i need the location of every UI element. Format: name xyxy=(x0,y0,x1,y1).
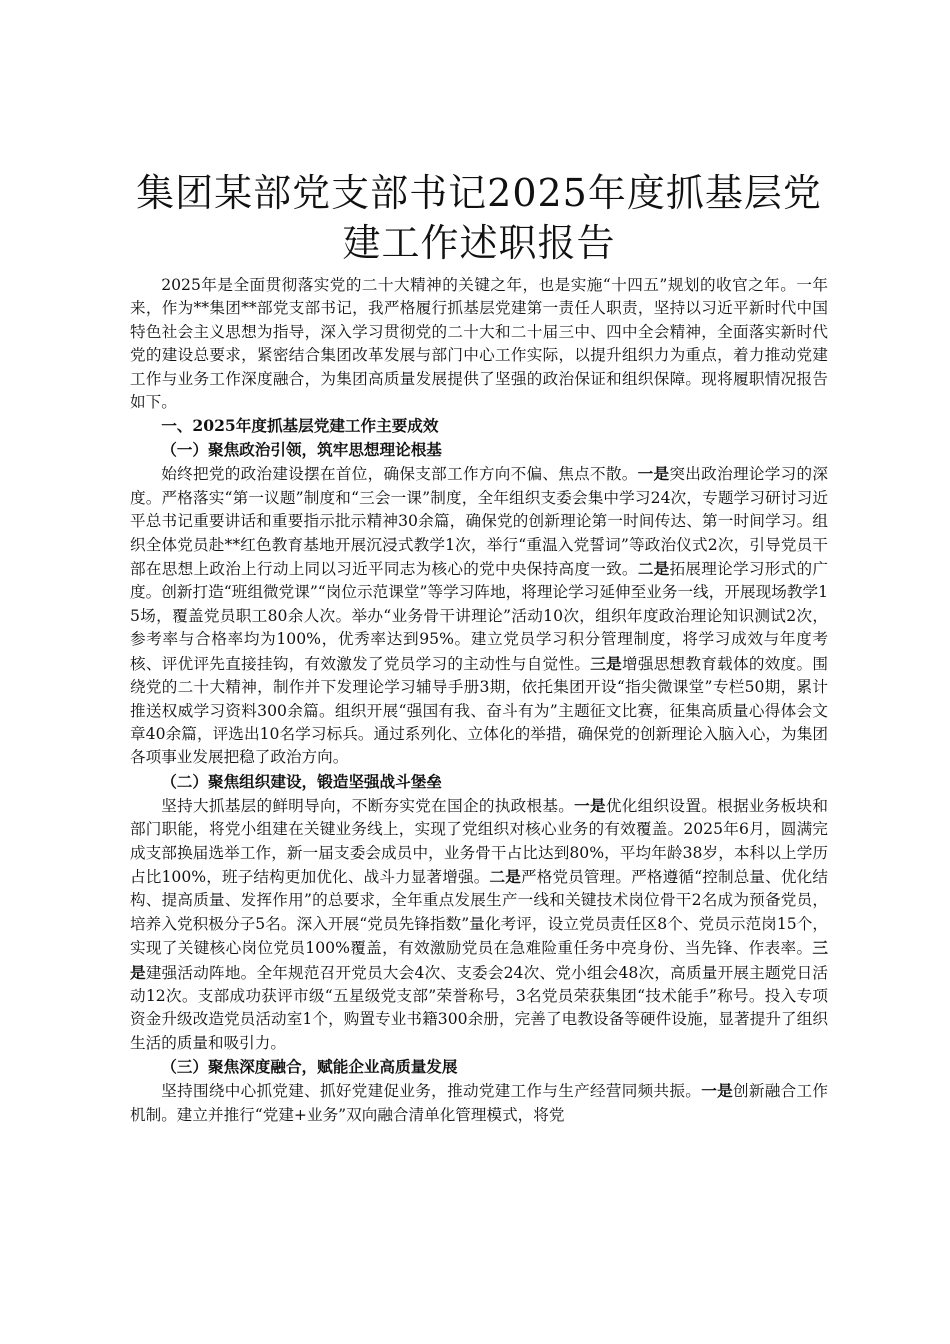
keyword-first: 一是 xyxy=(637,464,670,484)
keyword-second: 二是 xyxy=(489,866,521,886)
text-run: 突出政治理论学习的深度。严格落实“第一议题”制度和“三会一课”制度，全年组织支委会集中学习24次，专题学习研讨习近平总书记重要讲话和重要指示批示精神30余篇，确保党的创新理论第一时间传达、第一时间学习。组织全体党员赴**红色教育基地开展沉浸式教学1次，举行“重温入党誓词”等政治仪式2次，引导党员干部在思想上政治上行动上同以习近平同志为核心的党中央保持高度一致。 xyxy=(130,465,828,579)
section-heading-1: 一、2025年度抓基层党建工作主要成效 xyxy=(161,416,439,436)
keyword-third: 三是 xyxy=(590,653,622,673)
intro-paragraph: 2025年是全面贯彻落实党的二十大精神的关键之年，也是实施“十四五”规划的收官之年。一年来，作为**集团**部党支部书记，我严格履行抓基层党建第一责任人职责，坚持以习近平新时代中国特色社会主义思想为指导，深入学习贯彻党的二十大和二十届三中、四中全会精神，全面落实新时代党的建设总要求，紧密结合集团改革发展与部门中心工作实际，以提升组织力为重点，着力推动党建工作与业务工作深度融合，为集团高质量发展提供了坚强的政治保证和组织保障。现将履职情况报告如下。 xyxy=(130,276,828,412)
keyword-first: 一是 xyxy=(574,795,606,815)
document-page xyxy=(130,168,828,1127)
text-run: 拓展理论学习形式的广度。创新打造“班组微党课”“岗位示范课堂”等学习阵地，将理论学习延伸至业务一线，开展现场教学15场，覆盖党员职工80余人次。举办“业务骨干讲理论”活动10次，组织年度政治理论知识测试2次，参考率与合格率均为100%，优秀率达到95%。建立党员学习积分管理制度，将学习成效与年度考核、评优评先直接挂钩，有效激发了党员学习的主动性与自觉性。 xyxy=(130,560,828,673)
keyword-first: 一是 xyxy=(701,1081,733,1101)
keyword-second: 二是 xyxy=(637,559,670,579)
text-run: 坚持围绕中心抓党建、抓好党建促业务，推动党建工作与生产经营同频共振。 xyxy=(161,1082,702,1101)
text-run: 坚持大抓基层的鲜明导向，不断夯实党在国企的执政根基。 xyxy=(161,796,575,815)
sub-heading-integration: （三）聚焦深度融合，赋能企业高质量发展 xyxy=(161,1057,458,1077)
text-run: 严格党员管理。严格遵循“控制总量、优化结构、提高质量、发挥作用”的总要求，全年重点发展生产一线和关键技术岗位骨干2名成为预备党员，培养入党积极分子5名。深入开展“党员先锋指数”量化考评，设立党员责任区8个、党员示范岗15个，实现了关键核心岗位党员100%覆盖，有效激励党员在急难险重任务中亮身份、当先锋、作表率。 xyxy=(130,867,828,958)
text-run: 创新融合工作机制。建立并推行“党建+业务”双向融合清单化管理模式，将党 xyxy=(130,1082,828,1124)
text-run: 建强活动阵地。全年规范召开党员大会4次、支委会24次、党小组会48次，高质量开展主题党日活动12次。支部成功获评市级“五星级党支部”荣誉称号，3名党员荣获集团“技术能手”称号。投入专项资金升级改造党员活动室1个，购置专业书籍300余册，完善了电教设备等硬件设施，显著提升了组织生活的质量和吸引力。 xyxy=(130,963,828,1052)
text-run: 优化组织设置。根据业务板块和部门职能，将党小组建在关键业务线上，实现了党组织对核心业务的有效覆盖。2025年6月，圆满完成支部换届选举工作，新一届支委会成员中，业务骨干占比达到80%，平均年龄38岁，本科以上学历占比100%，班子结构更加优化、战斗力显著增强。 xyxy=(130,796,828,886)
paragraph-organization xyxy=(130,794,828,1055)
document-title: 集团某部党支部书记2025年度抓基层党建工作述职报告 xyxy=(136,171,822,265)
text-run: 始终把党的政治建设摆在首位，确保支部工作方向不偏、焦点不散。 xyxy=(161,465,638,484)
text-run: 增强思想教育载体的效度。围绕党的二十大精神，制作并下发理论学习辅导手册3期，依托集团开设“指尖微课堂”专栏50期，累计推送权威学习资料300余篇。组织开展“强国有我、奋斗有为”主题征文比赛，征集高质量心得体会文章40余篇，评选出10名学习标兵。通过系列化、立体化的举措，确保党的创新理论入脑入心，为集团各项事业发展把稳了政治方向。 xyxy=(130,654,828,767)
keyword-third: 三是 xyxy=(130,938,828,982)
paragraph-integration xyxy=(130,1079,828,1127)
sub-heading-political: （一）聚焦政治引领，筑牢思想理论根基 xyxy=(161,440,442,460)
paragraph-political xyxy=(130,462,828,769)
sub-heading-organization: （二）聚焦组织建设，锻造坚强战斗堡垒 xyxy=(161,771,442,791)
